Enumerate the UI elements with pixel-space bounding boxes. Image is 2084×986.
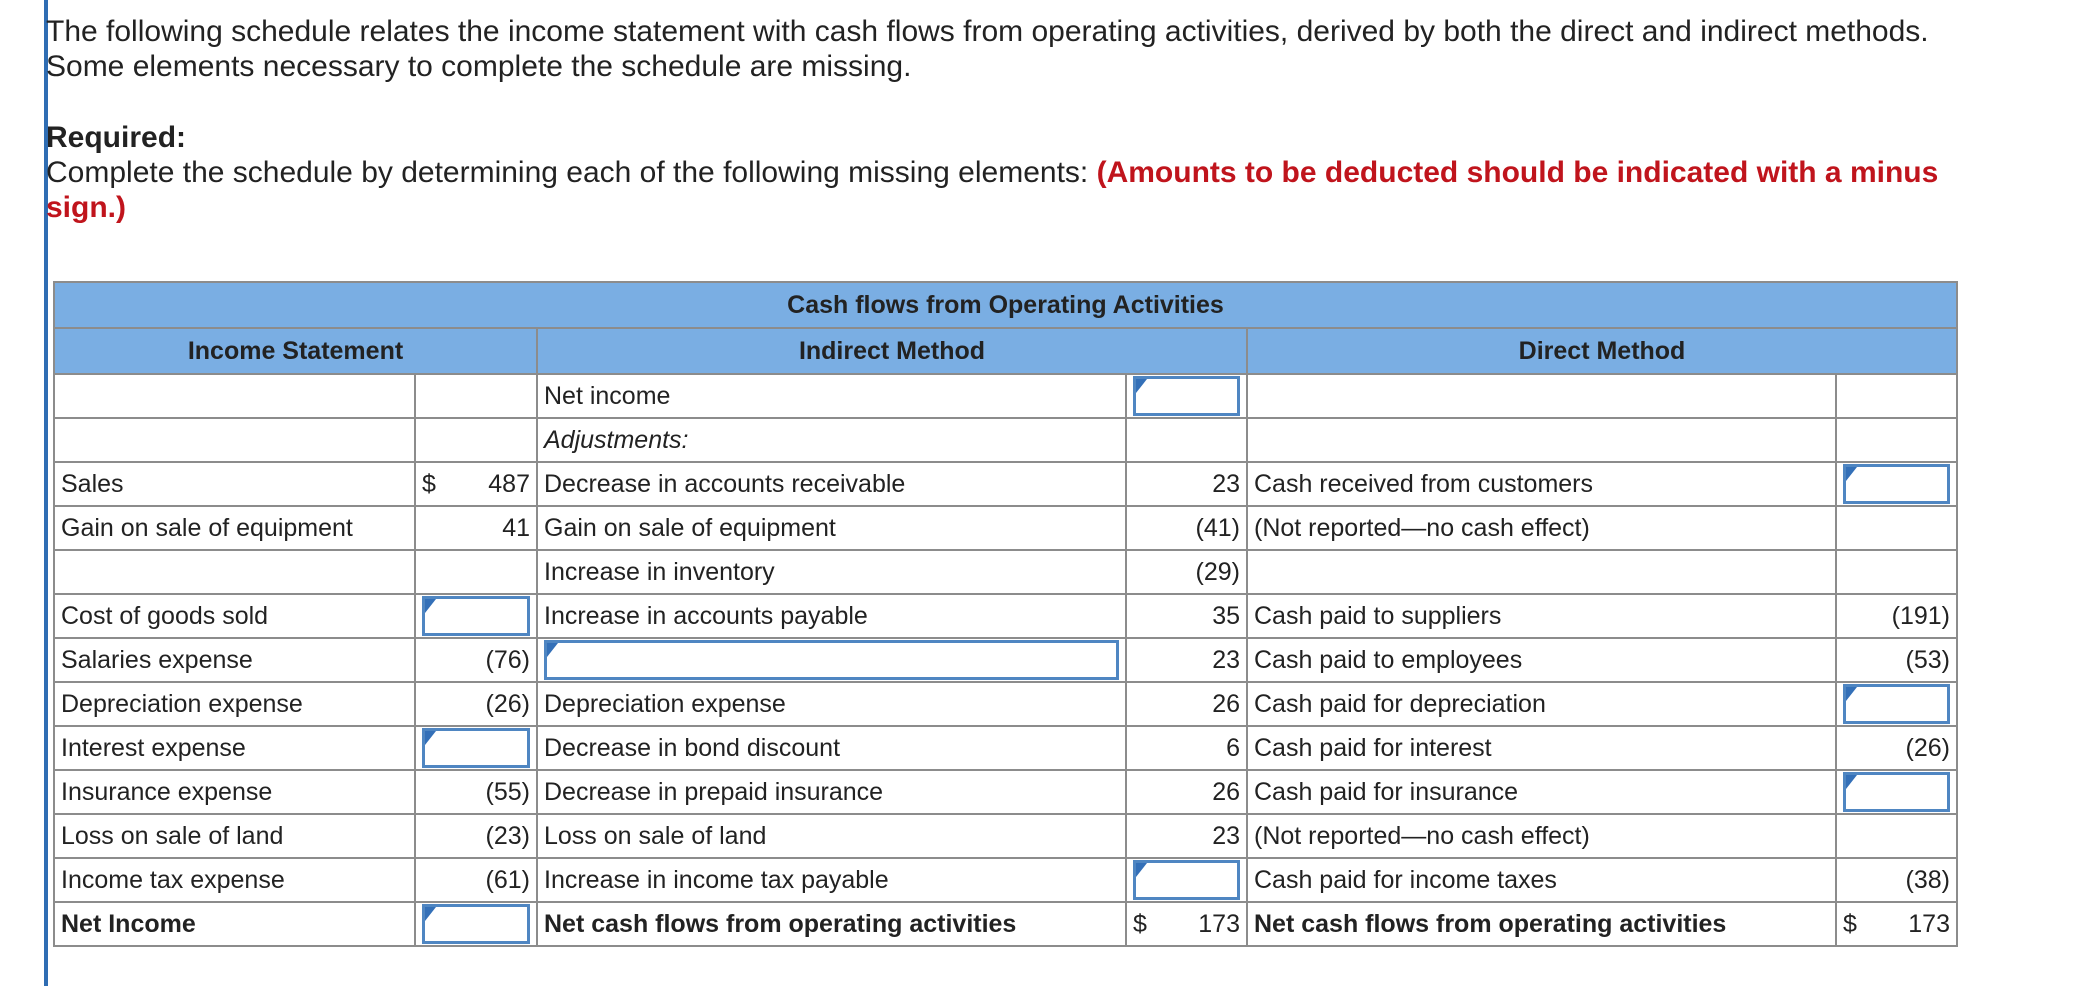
is-value: (76) <box>415 638 537 682</box>
ind-value: (29) <box>1126 550 1247 594</box>
is-label <box>54 418 415 462</box>
table-row <box>54 462 1957 506</box>
header-indirect-method: Indirect Method <box>537 328 1247 374</box>
ind-value <box>1126 418 1247 462</box>
is-label <box>54 374 415 418</box>
header-row-top <box>54 282 1957 328</box>
is-value: (26) <box>415 682 537 726</box>
ind-value: 23 <box>1126 814 1247 858</box>
dir-value <box>1836 550 1957 594</box>
ind-value: 26 <box>1126 682 1247 726</box>
ind-value <box>1126 902 1247 946</box>
is-value <box>415 550 537 594</box>
table-row <box>54 682 1957 726</box>
is-label: Depreciation expense <box>54 682 415 726</box>
ind-label-input-cell <box>537 638 1126 682</box>
income-tax-payable-input[interactable] <box>1133 860 1240 900</box>
dir-label <box>1247 374 1836 418</box>
is-value: (61) <box>415 858 537 902</box>
table-row <box>54 770 1957 814</box>
table-row <box>54 814 1957 858</box>
dir-value <box>1836 418 1957 462</box>
ind-value-input-cell <box>1126 374 1247 418</box>
net-income-total-input[interactable] <box>422 904 530 944</box>
dir-value <box>1836 506 1957 550</box>
is-value: 41 <box>415 506 537 550</box>
ind-value: 23 <box>1126 462 1247 506</box>
header-row-sub <box>54 328 1957 374</box>
cost-of-goods-sold-input[interactable] <box>422 596 530 636</box>
is-value-input-cell <box>415 902 537 946</box>
is-value: (23) <box>415 814 537 858</box>
header-direct-method: Direct Method <box>1247 328 1957 374</box>
schedule-table <box>53 281 1958 947</box>
total-row <box>54 902 1957 946</box>
ind-label: Increase in income tax payable <box>537 858 1126 902</box>
dir-label: (Not reported—no cash effect) <box>1247 506 1836 550</box>
ind-label: Loss on sale of land <box>537 814 1126 858</box>
is-value <box>415 374 537 418</box>
dir-value <box>1836 374 1957 418</box>
is-value <box>415 462 537 506</box>
is-label: Income tax expense <box>54 858 415 902</box>
ind-value: 26 <box>1126 770 1247 814</box>
ind-label: Net cash flows from operating activities <box>537 902 1126 946</box>
ind-value: 6 <box>1126 726 1247 770</box>
table-row <box>54 726 1957 770</box>
dollar-sign: $ <box>1133 909 1147 938</box>
is-label: Gain on sale of equipment <box>54 506 415 550</box>
is-label <box>54 550 415 594</box>
dir-label: (Not reported—no cash effect) <box>1247 814 1836 858</box>
dir-label <box>1247 550 1836 594</box>
instruction-text: Complete the schedule by determining each of the following missing elements: <box>46 156 1089 189</box>
dir-label: Cash received from customers <box>1247 462 1836 506</box>
dir-value-input-cell <box>1836 462 1957 506</box>
indirect-adjustment-label-input[interactable] <box>544 640 1119 680</box>
ind-total-text: 173 <box>1198 909 1240 938</box>
intro-text: The following schedule relates the income statement with cash flows from operating activities, derived by both the direct and indirect methods. Some elements necessary to complete the schedule are missing. <box>46 15 1929 83</box>
table-row <box>54 594 1957 638</box>
header-income-statement: Income Statement <box>54 328 537 374</box>
dir-value-input-cell <box>1836 682 1957 726</box>
is-value-input-cell <box>415 726 537 770</box>
dir-label: Cash paid for interest <box>1247 726 1836 770</box>
net-income-input[interactable] <box>1133 376 1240 416</box>
table-row <box>54 858 1957 902</box>
dir-label: Cash paid to employees <box>1247 638 1836 682</box>
question-intro <box>46 14 2006 225</box>
dir-label: Cash paid for insurance <box>1247 770 1836 814</box>
table-row <box>54 374 1957 418</box>
is-label: Salaries expense <box>54 638 415 682</box>
dir-total-text: 173 <box>1908 909 1950 938</box>
ind-label: Decrease in bond discount <box>537 726 1126 770</box>
is-value: (55) <box>415 770 537 814</box>
ind-value: 35 <box>1126 594 1247 638</box>
dir-value: (53) <box>1836 638 1957 682</box>
dollar-sign: $ <box>1843 909 1857 938</box>
is-value-text: 487 <box>488 469 530 498</box>
ind-label: Increase in inventory <box>537 550 1126 594</box>
table-row <box>54 506 1957 550</box>
is-label: Cost of goods sold <box>54 594 415 638</box>
dir-label: Cash paid for income taxes <box>1247 858 1836 902</box>
ind-label: Decrease in accounts receivable <box>537 462 1126 506</box>
ind-label: Gain on sale of equipment <box>537 506 1126 550</box>
table-row <box>54 638 1957 682</box>
is-value-input-cell <box>415 594 537 638</box>
dir-value: (191) <box>1836 594 1957 638</box>
header-cash-flows: Cash flows from Operating Activities <box>54 282 1957 328</box>
is-label: Sales <box>54 462 415 506</box>
cash-paid-insurance-input[interactable] <box>1843 772 1950 812</box>
ind-label: Depreciation expense <box>537 682 1126 726</box>
dir-value <box>1836 902 1957 946</box>
cash-received-customers-input[interactable] <box>1843 464 1950 504</box>
cash-paid-depreciation-input[interactable] <box>1843 684 1950 724</box>
dir-value: (26) <box>1836 726 1957 770</box>
is-value <box>415 418 537 462</box>
table-row <box>54 550 1957 594</box>
is-label: Loss on sale of land <box>54 814 415 858</box>
dir-label <box>1247 418 1836 462</box>
ind-value: 23 <box>1126 638 1247 682</box>
is-label: Interest expense <box>54 726 415 770</box>
instruction-line <box>46 155 2006 225</box>
required-label: Required: <box>46 121 187 154</box>
ind-value-input-cell <box>1126 858 1247 902</box>
table-row <box>54 418 1957 462</box>
ind-value: (41) <box>1126 506 1247 550</box>
dir-value: (38) <box>1836 858 1957 902</box>
dollar-sign: $ <box>422 469 436 498</box>
dir-label: Cash paid for depreciation <box>1247 682 1836 726</box>
is-label: Insurance expense <box>54 770 415 814</box>
ind-label: Increase in accounts payable <box>537 594 1126 638</box>
dir-value <box>1836 814 1957 858</box>
ind-label: Decrease in prepaid insurance <box>537 770 1126 814</box>
ind-label: Adjustments: <box>537 418 1126 462</box>
dir-value-input-cell <box>1836 770 1957 814</box>
is-label: Net Income <box>54 902 415 946</box>
instruction-note: (Amounts to be deducted should be indicated with a minus sign.) <box>46 156 1939 224</box>
interest-expense-input[interactable] <box>422 728 530 768</box>
ind-label: Net income <box>537 374 1126 418</box>
dir-label: Net cash flows from operating activities <box>1247 902 1836 946</box>
dir-label: Cash paid to suppliers <box>1247 594 1836 638</box>
